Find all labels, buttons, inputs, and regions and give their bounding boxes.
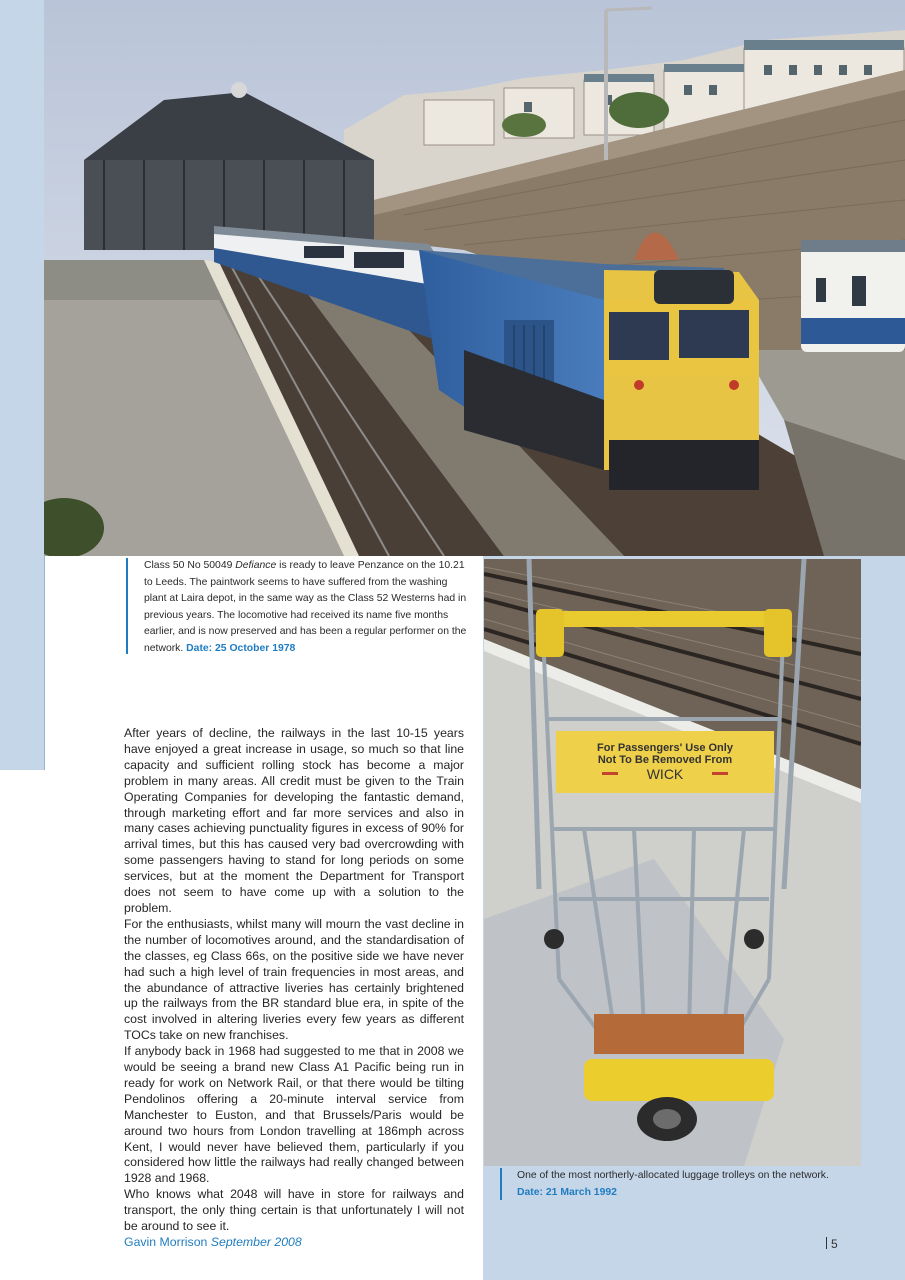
caption-trolley-photo bbox=[500, 1168, 872, 1200]
article-paragraph-3: If anybody back in 1968 had suggested to me that in 2008 we would be seeing a brand new Class A1 Pacific being run in ready for work on Network Rail, or that there would be tilting Pendolinos offering a 20-minute interval service from Manchester to Euston, and that Brussels/Paris would be around two hours from London travelling at 186mph across Kent, I would never have believed them, particularly if you considered how little the railways had really changed between 1928 and 1968. bbox=[124, 1044, 464, 1186]
article-paragraph-4: Who knows what 2048 will have in store for railways and transport, the only thing certain is that unfortunately I will not be around to see it. bbox=[124, 1187, 464, 1234]
caption-trolley-text: One of the most northerly-allocated luggage trolleys on the network. bbox=[517, 1170, 829, 1181]
left-margin-strip bbox=[0, 0, 44, 770]
station-photo-illustration bbox=[44, 0, 905, 556]
caption-station-loco-name: Defiance bbox=[235, 560, 277, 571]
page-number-value: 5 bbox=[831, 1237, 838, 1251]
trolley-photo-illustration bbox=[484, 559, 861, 1166]
article-body bbox=[124, 726, 464, 1251]
author-date: September 2008 bbox=[210, 1235, 302, 1249]
trolley-sign-line3: WICK bbox=[646, 766, 684, 782]
page-number-rule bbox=[826, 1237, 827, 1249]
article-paragraph-1: After years of decline, the railways in the last 10-15 years have enjoyed a great increase in usage, so much so that line capacity and sufficient rolling stock has become a major problem in many areas. All credit must be given to the Train Operating Companies for developing the fantastic demand, through marketing effort and far more services and also in many cases achieving punctuality figures in excess of 90% for arrival times, but this has caused very bad overcrowding with some passengers having to stand for long periods on some services, but at the moment the Department for Transport does not seem to have come up with a solution to the problem. bbox=[124, 726, 464, 915]
photo-penzance-station bbox=[44, 0, 905, 556]
caption-station-photo bbox=[126, 558, 470, 654]
trolley-sign-line2: Not To Be Removed From bbox=[597, 754, 733, 766]
caption-trolley-date: Date: 21 March 1992 bbox=[517, 1186, 617, 1198]
article-paragraph-2: For the enthusiasts, whilst many will mourn the vast decline in the number of locomotives around, and the standardisation of the classes, eg Class 66s, on the positive side we have never had such a high level of train frequencies in most areas, and the abundance of attractive liveries has certainly brightened up the railways from the BR standard blue era, in spite of the cost involved in altering liveries every few years as different TOCs take on new franchises. bbox=[124, 916, 464, 1043]
trolley-sign-line1: For Passengers' Use Only bbox=[597, 742, 733, 754]
caption-station-text-after: is ready to leave Penzance on the 10.21 to Leeds. The paintwork seems to have suffered from the washing plant at Laira depot, in the same way as the Class 52 Westerns had in previous years. The locomotive had received its name five months earlier, and is now preserved and has been a regular performer on the network. bbox=[144, 560, 467, 654]
caption-station-date: Date: 25 October 1978 bbox=[186, 642, 296, 654]
photo-luggage-trolley bbox=[484, 559, 861, 1166]
author-name: Gavin Morrison bbox=[124, 1235, 208, 1249]
article-signature bbox=[124, 1235, 464, 1251]
caption-station-text-before: Class 50 No 50049 bbox=[144, 560, 236, 571]
page-number bbox=[826, 1237, 838, 1251]
